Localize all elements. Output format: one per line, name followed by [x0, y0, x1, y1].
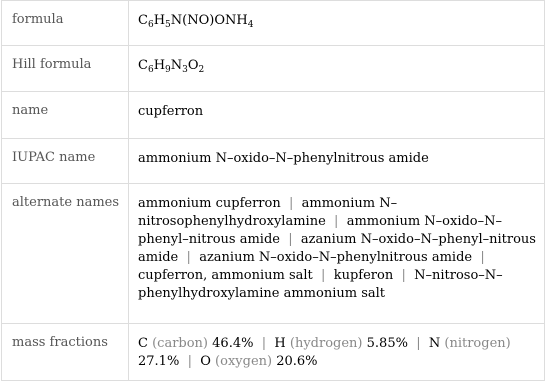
separator: |	[186, 250, 191, 265]
alternate-name: ammonium N–nitrosophenylhydroxylamine	[138, 196, 398, 229]
row-formula	[2, 1, 545, 46]
iupac-name-label: IUPAC name	[2, 139, 129, 184]
separator: |	[288, 196, 294, 211]
separator: |	[401, 268, 406, 283]
hill-formula-value	[129, 46, 545, 92]
row-alternate-names	[2, 184, 545, 324]
separator: |	[416, 336, 421, 351]
formula-h: H	[153, 13, 166, 28]
separator: |	[288, 232, 293, 247]
properties-table	[1, 0, 545, 381]
mass-fraction-hydrogen: H (hydrogen) 5.85%	[274, 336, 408, 351]
row-mass-fractions	[2, 324, 545, 381]
mass-fractions-label: mass fractions	[2, 324, 129, 381]
formula-c: C	[138, 13, 148, 28]
mass-fractions-value	[129, 324, 545, 381]
separator: |	[480, 250, 485, 265]
hill-h-count: 9	[165, 65, 171, 75]
alternate-names-label: alternate names	[2, 184, 129, 324]
formula-h-count: 5	[165, 20, 171, 30]
hill-n-count: 3	[182, 65, 188, 75]
separator: |	[187, 354, 192, 369]
mass-fraction-carbon: C (carbon) 46.4%	[138, 336, 254, 351]
mass-fraction-oxygen: O (oxygen) 20.6%	[200, 354, 318, 369]
hill-h: H	[153, 58, 166, 73]
alternate-name: N–nitroso–N–phenylhydroxylamine ammonium salt	[138, 268, 503, 301]
row-iupac-name	[2, 139, 545, 184]
separator: |	[261, 336, 267, 351]
separator: |	[321, 268, 326, 283]
alternate-name: azanium N–oxido–N–phenyl–nitrous amide	[138, 232, 536, 265]
alternate-names-value	[129, 184, 545, 324]
row-name	[2, 92, 545, 139]
formula-value	[129, 1, 545, 46]
mass-fraction-nitrogen: N (nitrogen) 27.1%	[138, 336, 511, 369]
alternate-name: ammonium cupferron	[138, 196, 281, 211]
hill-c-count: 6	[147, 65, 154, 75]
formula-label: formula	[2, 1, 129, 46]
name-label: name	[2, 92, 129, 139]
hill-o-count: 2	[198, 65, 205, 75]
separator: |	[334, 214, 339, 229]
alternate-name: kupferon	[333, 268, 394, 283]
name-value: cupferron	[129, 92, 545, 139]
row-hill-formula	[2, 46, 545, 92]
formula-rest: N(NO)ONH	[170, 13, 248, 28]
alternate-name: cupferron, ammonium salt	[138, 268, 313, 283]
hill-formula-label: Hill formula	[2, 46, 129, 92]
formula-c-count: 6	[147, 20, 154, 30]
iupac-name-value: ammonium N–oxido–N–phenylnitrous amide	[129, 139, 545, 184]
hill-c: C	[138, 58, 148, 73]
hill-n: N	[170, 58, 183, 73]
hill-o: O	[187, 58, 199, 73]
formula-nh-count: 4	[247, 20, 254, 30]
alternate-name: ammonium N–oxido–N–phenyl–nitrous amide	[138, 214, 503, 247]
alternate-name: azanium N–oxido–N–phenylnitrous amide	[199, 250, 473, 265]
